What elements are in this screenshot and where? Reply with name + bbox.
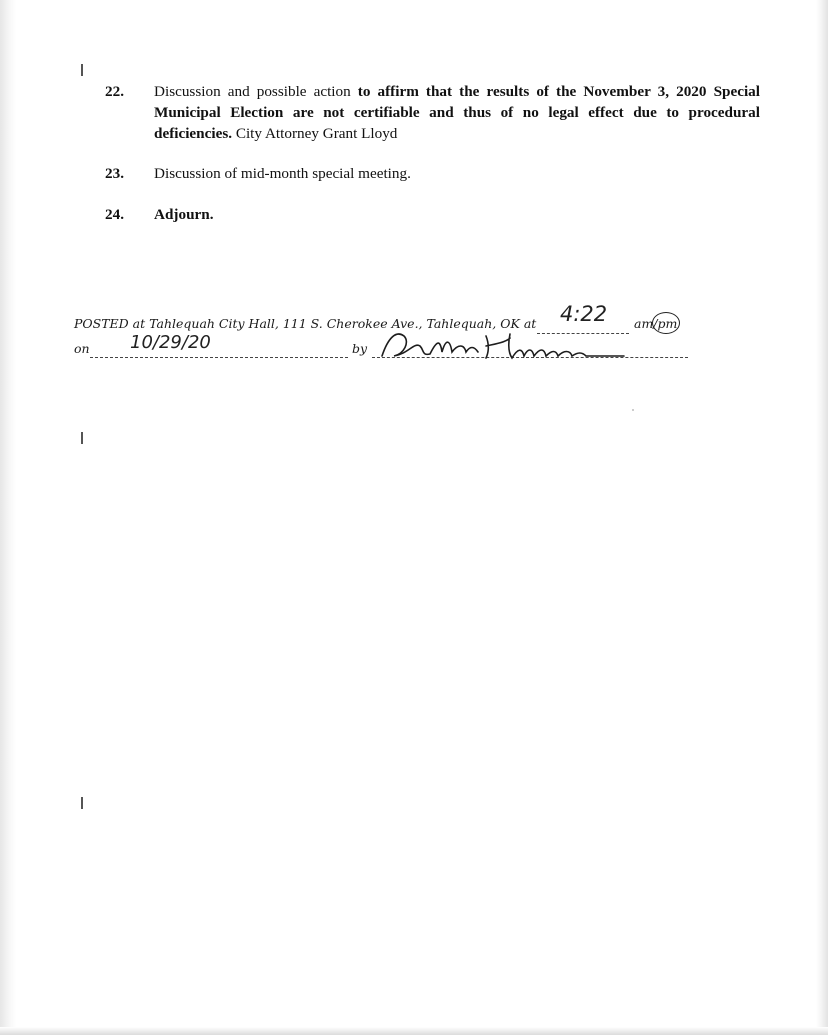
handwritten-date: 10/29/20 <box>130 332 211 353</box>
posting-certificate <box>74 302 714 368</box>
agenda-item-text <box>154 81 760 144</box>
signature-mark <box>374 328 634 362</box>
on-label: on <box>74 341 90 356</box>
am-pm-label: am/pm <box>634 316 678 331</box>
page-shadow-bottom <box>0 1027 828 1035</box>
date-underline <box>90 357 348 358</box>
agenda-item-23 <box>105 163 760 184</box>
by-label: by <box>352 341 368 356</box>
agenda-item-text: Adjourn. <box>154 206 214 223</box>
agenda-item-number: 23. <box>105 165 124 182</box>
agenda-item-text-bold: to affirm that the results of the November 3, 2020 Special Municipal Election are not certifiable and thus of no legal effect due to procedural deficiencies. <box>154 83 760 142</box>
pm-circle-mark <box>652 312 680 334</box>
page-shadow-right <box>816 0 828 1035</box>
handwritten-time: 4:22 <box>560 302 608 326</box>
page-shadow-left <box>0 0 16 1035</box>
agenda-item-22 <box>105 81 760 144</box>
posted-location-text: POSTED at Tahlequah City Hall, 111 S. Cherokee Ave., Tahlequah, OK at <box>74 316 537 331</box>
punch-mark-middle <box>81 432 83 444</box>
punch-mark-top <box>81 64 83 76</box>
agenda-item-24 <box>105 204 760 225</box>
agenda-item-text-plain: Discussion and possible action <box>154 83 358 100</box>
punch-mark-bottom <box>81 797 83 809</box>
agenda-item-text: Discussion of mid-month special meeting. <box>154 165 411 182</box>
agenda-item-number: 22. <box>105 83 124 100</box>
agenda-item-presenter: City Attorney Grant Lloyd <box>232 125 398 142</box>
scan-speck <box>632 409 634 411</box>
agenda-item-number: 24. <box>105 206 124 223</box>
